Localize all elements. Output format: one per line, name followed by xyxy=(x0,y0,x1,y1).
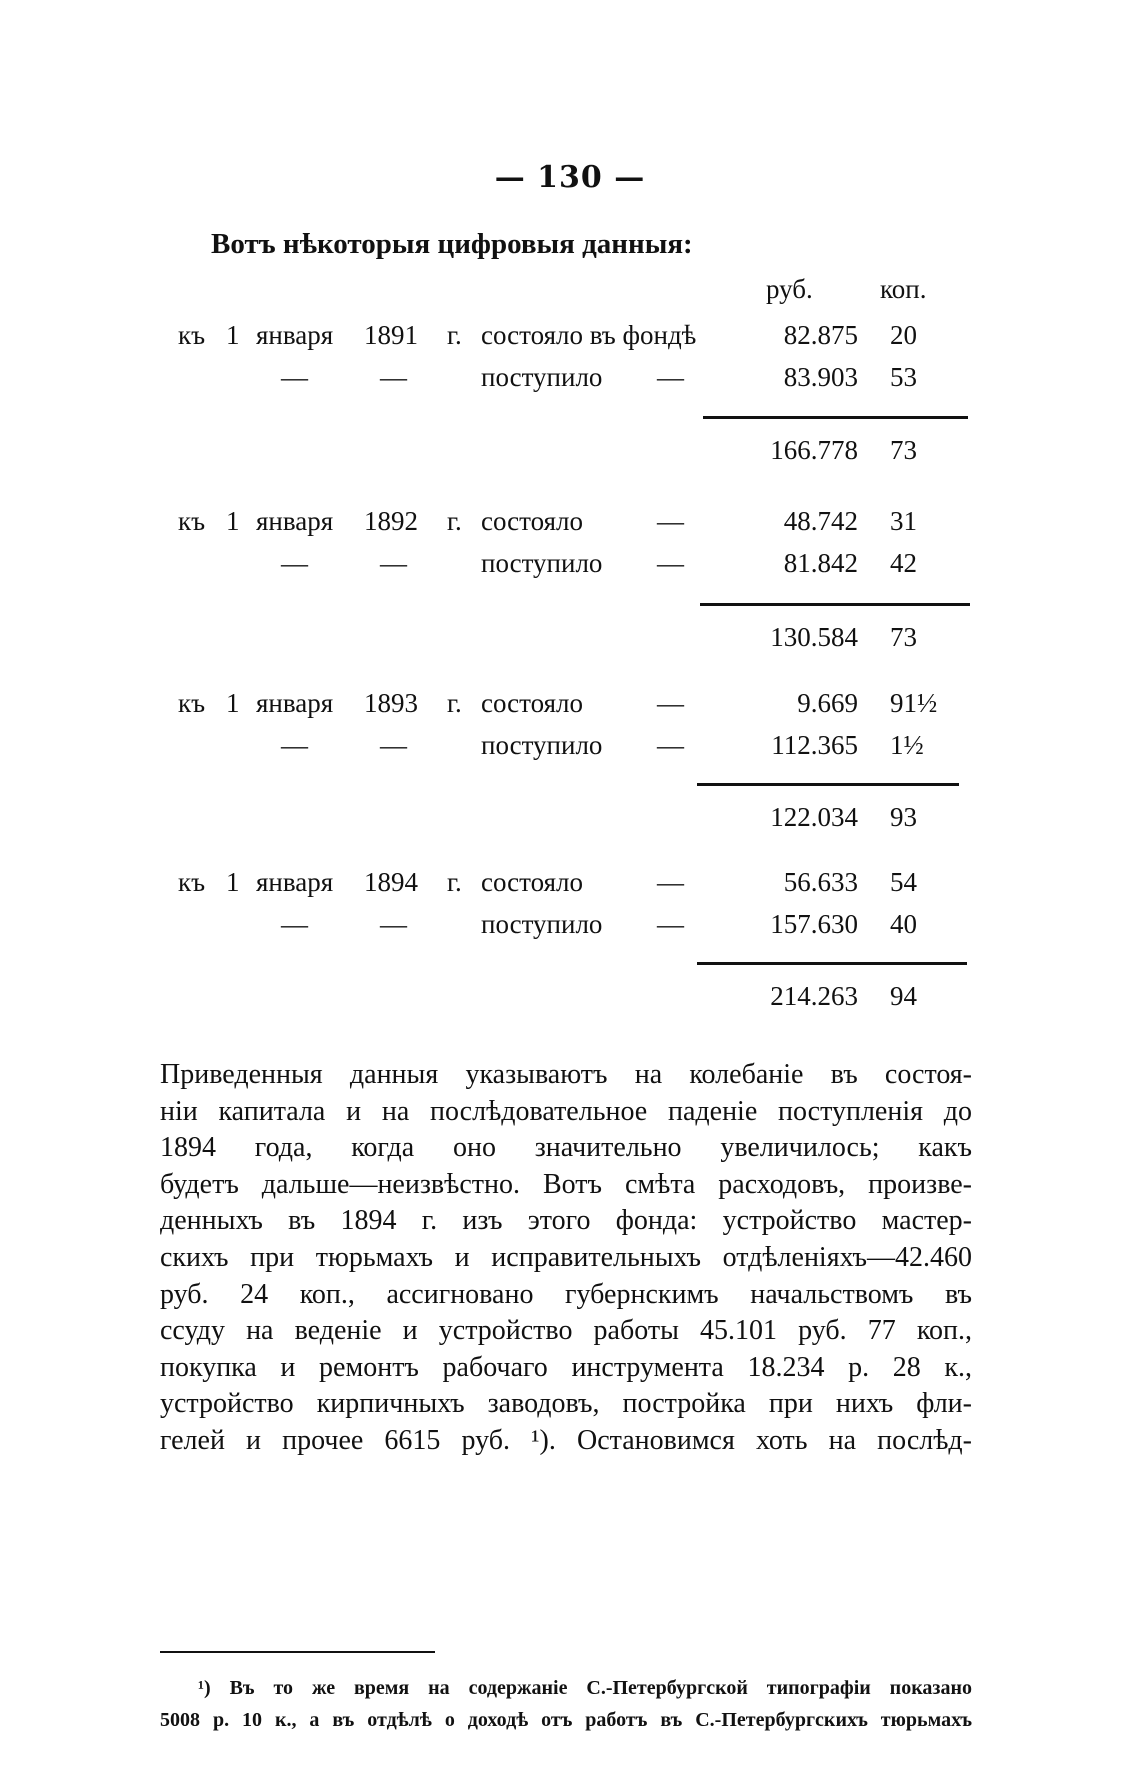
row-month: января xyxy=(256,320,334,350)
paragraph-line: ссуду на веденіе и устройство работы 45.101 руб. 77 коп., xyxy=(160,1315,972,1347)
table-row xyxy=(0,909,1140,949)
row-verb: состояло xyxy=(481,867,583,897)
row-month: января xyxy=(256,867,334,897)
ditto-dash: — xyxy=(657,506,684,536)
paragraph-line: руб. 24 коп., ассигновано губернскимъ начальствомъ въ xyxy=(160,1278,972,1310)
ditto-dash: — xyxy=(281,362,308,392)
intro-heading: Вотъ нѣкоторыя цифровыя данныя: xyxy=(211,228,693,260)
row-kop-value: 20 xyxy=(890,320,917,350)
total-rub-value: 214.263 xyxy=(770,981,858,1011)
row-kop-value: 42 xyxy=(890,548,917,578)
table-row xyxy=(0,506,1140,546)
table-row xyxy=(0,320,1140,360)
total-rub-value: 166.778 xyxy=(770,435,858,465)
paragraph-line: 1894 года, когда оно значительно увеличилось; какъ xyxy=(160,1132,972,1164)
total-rub-value: 122.034 xyxy=(770,802,858,832)
total-kop-value: 73 xyxy=(890,435,917,465)
sum-rule xyxy=(700,603,970,606)
total-rub-value: 130.584 xyxy=(770,622,858,652)
row-month: января xyxy=(256,506,334,536)
total-kop-value: 93 xyxy=(890,802,917,832)
row-rub-value: 9.669 xyxy=(797,688,858,718)
body-paragraph xyxy=(160,1057,972,1460)
row-year: 1892 xyxy=(364,506,418,536)
row-year-abbrev: г. xyxy=(447,867,462,897)
row-rub-value: 112.365 xyxy=(771,730,858,760)
row-verb: поступило xyxy=(481,909,603,939)
row-preposition: къ xyxy=(178,506,206,536)
total-row xyxy=(0,622,1140,662)
total-kop-value: 73 xyxy=(890,622,917,652)
ditto-dash: — xyxy=(380,548,407,578)
total-row xyxy=(0,802,1140,842)
ditto-dash: — xyxy=(380,730,407,760)
row-month: января xyxy=(256,688,334,718)
ditto-dash: — xyxy=(657,688,684,718)
ditto-dash: — xyxy=(657,730,684,760)
row-kop-value: 31 xyxy=(890,506,917,536)
row-verb: состояло въ фондѣ xyxy=(481,320,697,350)
row-preposition: къ xyxy=(178,688,206,718)
ditto-dash: — xyxy=(657,548,684,578)
row-kop-value: 91½ xyxy=(890,688,938,718)
row-preposition: къ xyxy=(178,320,206,350)
total-row xyxy=(0,981,1140,1021)
row-year: 1891 xyxy=(364,320,418,350)
row-verb: состояло xyxy=(481,506,583,536)
total-row xyxy=(0,435,1140,475)
row-kop-value: 54 xyxy=(890,867,917,897)
paragraph-line: устройство кирпичныхъ заводовъ, постройка при нихъ фли- xyxy=(160,1388,972,1420)
paragraph-line: будетъ дальше—неизвѣстно. Вотъ смѣта расходовъ, произве- xyxy=(160,1168,972,1200)
row-preposition: къ xyxy=(178,867,206,897)
ditto-dash: — xyxy=(281,548,308,578)
total-kop-value: 94 xyxy=(890,981,917,1011)
kop-column-header: коп. xyxy=(880,274,927,304)
footnote-line: 5008 р. 10 к., а въ отдѣлѣ о доходѣ отъ работъ въ С.-Петербургскихъ тюрьмахъ xyxy=(160,1709,972,1731)
table-row xyxy=(0,688,1140,728)
row-day: 1 xyxy=(226,320,240,350)
page-number: — 130 — xyxy=(494,160,646,195)
row-day: 1 xyxy=(226,506,240,536)
ditto-dash: — xyxy=(281,730,308,760)
paragraph-line: ніи капитала и на послѣдовательное паденіе поступленія до xyxy=(160,1095,972,1127)
row-year-abbrev: г. xyxy=(447,506,462,536)
ditto-dash: — xyxy=(657,909,684,939)
row-day: 1 xyxy=(226,688,240,718)
rub-column-header: руб. xyxy=(766,274,813,304)
row-rub-value: 48.742 xyxy=(783,506,858,536)
row-kop-value: 53 xyxy=(890,362,917,392)
ditto-dash: — xyxy=(380,909,407,939)
table-row xyxy=(0,548,1140,588)
footnote xyxy=(160,1672,972,1736)
paragraph-line: гелей и прочее 6615 руб. ¹). Остановимся хоть на послѣд- xyxy=(160,1424,972,1456)
row-year: 1894 xyxy=(364,867,418,897)
sum-rule xyxy=(697,962,967,965)
table-row xyxy=(0,730,1140,770)
paragraph-line: покупка и ремонтъ рабочаго инструмента 18.234 р. 28 к., xyxy=(160,1351,972,1383)
sum-rule xyxy=(697,783,959,786)
paragraph-line: скихъ при тюрьмахъ и исправительныхъ отдѣленіяхъ—42.460 xyxy=(160,1241,972,1273)
footnote-rule xyxy=(160,1651,435,1653)
row-kop-value: 1½ xyxy=(890,730,924,760)
row-rub-value: 157.630 xyxy=(770,909,858,939)
row-day: 1 xyxy=(226,867,240,897)
table-row xyxy=(0,867,1140,907)
footnote-line: ¹) Въ то же время на содержаніе С.-Петербургской типографіи показано xyxy=(198,1677,972,1699)
row-rub-value: 56.633 xyxy=(783,867,858,897)
row-rub-value: 82.875 xyxy=(783,320,858,350)
ditto-dash: — xyxy=(380,362,407,392)
row-year: 1893 xyxy=(364,688,418,718)
row-kop-value: 40 xyxy=(890,909,917,939)
row-rub-value: 81.842 xyxy=(783,548,858,578)
ditto-dash: — xyxy=(281,909,308,939)
row-verb: состояло xyxy=(481,688,583,718)
ditto-dash: — xyxy=(657,867,684,897)
ditto-dash: — xyxy=(657,362,684,392)
row-verb: поступило xyxy=(481,730,603,760)
sum-rule xyxy=(703,416,968,419)
paragraph-line: денныхъ въ 1894 г. изъ этого фонда: устройство мастер- xyxy=(160,1205,972,1237)
row-year-abbrev: г. xyxy=(447,320,462,350)
row-rub-value: 83.903 xyxy=(783,362,858,392)
paragraph-line: Приведенныя данныя указываютъ на колебаніе въ состоя- xyxy=(160,1059,972,1090)
row-verb: поступило xyxy=(481,548,603,578)
table-row xyxy=(0,362,1140,402)
row-verb: поступило xyxy=(481,362,603,392)
row-year-abbrev: г. xyxy=(447,688,462,718)
